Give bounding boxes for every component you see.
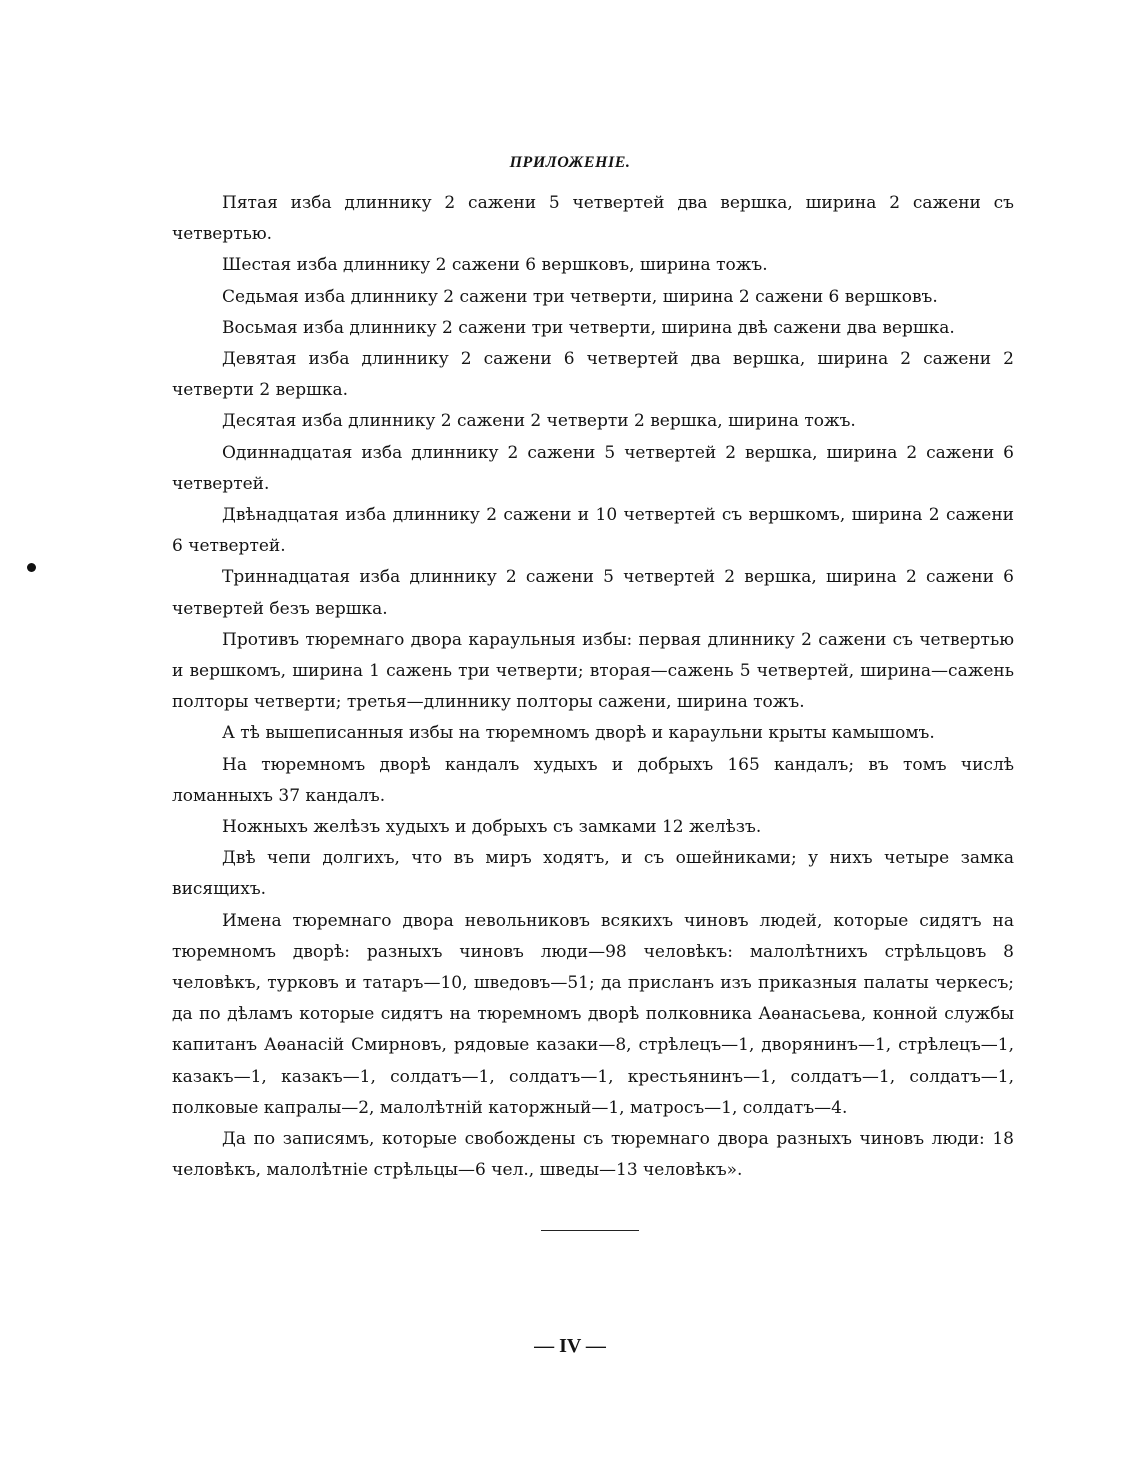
paragraph: Пятая изба длиннику 2 сажени 5 четвертей два вершка, ширина 2 сажени съ четвертью. — [172, 193, 1014, 245]
paragraph: Восьмая изба длиннику 2 сажени три четверти, ширина двѣ сажени два вершка. — [222, 317, 955, 338]
paragraph: Седьмая изба длиннику 2 сажени три четверти, ширина 2 сажени 6 вершковъ. — [222, 286, 938, 307]
page-title: ПРИЛОЖЕНІЕ. — [509, 154, 631, 171]
paragraph: А тѣ вышеписанныя избы на тюремномъ дворѣ и караульни крыты камышомъ. — [222, 723, 935, 744]
paragraph: Девятая изба длиннику 2 сажени 6 четвертей два вершка, ширина 2 сажени 2 четверти 2 вершка. — [172, 349, 1014, 401]
paragraph: Шестая изба длиннику 2 сажени 6 вершковъ, ширина тожъ. — [222, 255, 768, 276]
section-divider — [541, 1230, 639, 1231]
paragraph: Двѣ чепи долгихъ, что въ миръ ходятъ, и съ ошейниками; у нихъ четыре замка висящихъ. — [172, 848, 1014, 900]
text-body — [172, 188, 1014, 1187]
paragraph: На тюремномъ дворѣ кандалъ худыхъ и добрыхъ 165 кандалъ; въ томъ числѣ ломанныхъ 37 кандалъ. — [172, 754, 1014, 806]
page-number: — IV — — [534, 1335, 606, 1357]
paragraph: Десятая изба длиннику 2 сажени 2 четверти 2 вершка, ширина тожъ. — [222, 411, 856, 432]
paragraph: Имена тюремнаго двора невольниковъ всякихъ чиновъ людей, которые сидятъ на тюремномъ дворѣ: разныхъ чиновъ люди—98 человѣкъ: малолѣтнихъ стрѣльцовъ 8 человѣкъ, турковъ и татаръ—10, шведовъ—51; да присланъ изъ приказныя палаты черкесъ; да по дѣламъ которые сидятъ на тюремномъ дворѣ полковника Аѳанасьева, конной службы капитанъ Аѳанасій Смирновъ, рядовые казаки—8, стрѣлецъ—1, дворянинъ—1, стрѣлецъ—1, казакъ—1, казакъ—1, солдатъ—1, солдатъ—1, крестьянинъ—1, солдатъ—1, солдатъ—1, полковые капралы—2, малолѣтній каторжный—1, матросъ—1, солдатъ—4. — [172, 910, 1014, 1118]
paragraph: Ножныхъ желѣзъ худыхъ и добрыхъ съ замками 12 желѣзъ. — [222, 817, 762, 838]
paragraph: Триннадцатая изба длиннику 2 сажени 5 четвертей 2 вершка, ширина 2 сажени 6 четвертей безъ вершка. — [172, 567, 1014, 619]
paragraph: Да по записямъ, которые свобождены съ тюремнаго двора разныхъ чиновъ люди: 18 человѣкъ, малолѣтніе стрѣльцы—6 чел., шведы—13 человѣкъ». — [172, 1129, 1014, 1181]
paragraph: Двѣнадцатая изба длиннику 2 сажени и 10 четвертей съ вершкомъ, ширина 2 сажени 6 четвертей. — [172, 505, 1014, 557]
paragraph: Одиннадцатая изба длиннику 2 сажени 5 четвертей 2 вершка, ширина 2 сажени 6 четвертей. — [172, 442, 1014, 494]
ink-blot — [27, 563, 36, 572]
paragraph: Противъ тюремнаго двора караульныя избы: первая длиннику 2 сажени съ четвертью и вершкомъ, ширина 1 сажень три четверти; вторая—сажень 5 четвертей, ширина—сажень полторы четверти; третья—длиннику полторы сажени, ширина тожъ. — [172, 629, 1014, 713]
